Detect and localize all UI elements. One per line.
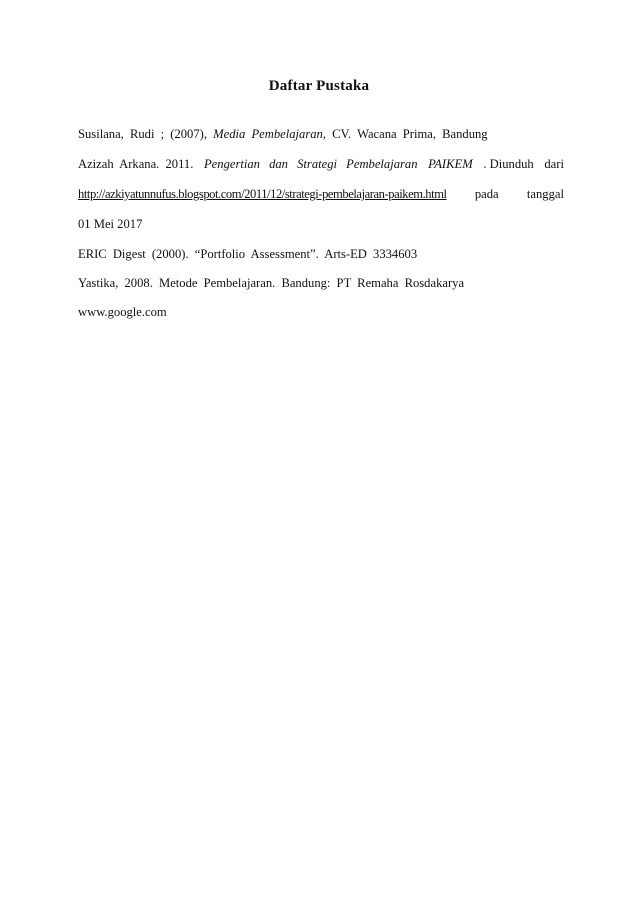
reference-access-date: 01 Mei 2017	[78, 217, 143, 231]
reference-article-title-acronym: PAIKEM	[428, 157, 473, 171]
reference-article-title: Pengertian dan Strategi Pembelajaran	[203, 157, 418, 171]
reference-azizah-line2	[78, 186, 564, 202]
reference-downloaded-label: . Diunduh	[483, 157, 534, 171]
reference-susilana	[78, 126, 564, 142]
reference-yastika: Yastika, 2008. Metode Pembelajaran. Bandung: PT Remaha Rosdakarya	[78, 276, 465, 290]
reference-azizah-line1	[78, 156, 564, 172]
reference-publisher: , CV. Wacana Prima, Bandung	[322, 127, 488, 141]
reference-url-link[interactable]: http://azkiyatunnufus.blogspot.com/2011/12/strategi-pembelajaran-paikem.html	[78, 187, 447, 201]
reference-date-label: tanggal	[526, 187, 564, 201]
page-title: Daftar Pustaka	[268, 78, 370, 94]
reference-authors: Susilana, Rudi ; (2007),	[78, 127, 207, 141]
reference-book-title: Media Pembelajaran	[213, 127, 323, 141]
reference-from-label: dari	[544, 157, 564, 171]
reference-eric-digest: ERIC Digest (2000). “Portfolio Assessment”. Arts-ED 3334603	[78, 247, 418, 261]
reference-on-label: pada	[474, 187, 499, 201]
reference-authors: Azizah Arkana. 2011.	[78, 157, 194, 171]
reference-google: www.google.com	[78, 305, 167, 319]
